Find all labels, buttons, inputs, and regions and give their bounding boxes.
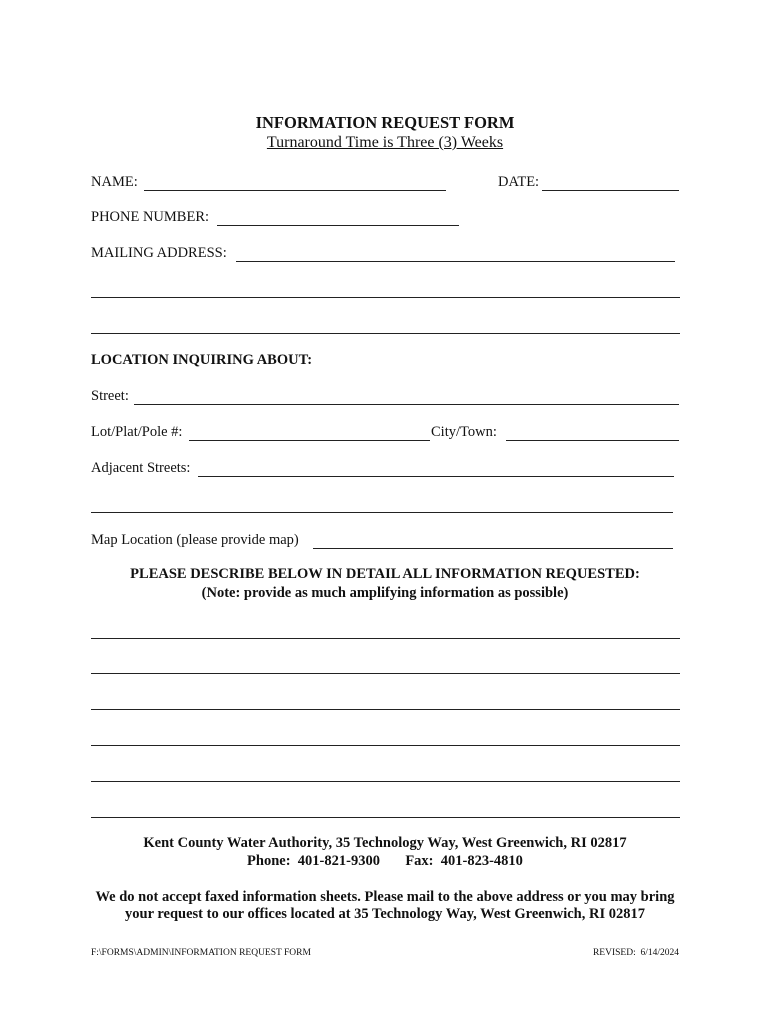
map-location-field[interactable] xyxy=(313,548,673,549)
mailing-address-line-3[interactable] xyxy=(91,333,680,334)
map-location-label: Map Location (please provide map) xyxy=(91,532,299,548)
lot-plat-pole-label: Lot/Plat/Pole #: xyxy=(91,424,183,440)
city-town-label: City/Town: xyxy=(431,424,497,440)
form-title: INFORMATION REQUEST FORM xyxy=(255,113,515,132)
phone-label: PHONE NUMBER: xyxy=(91,209,210,225)
mailing-address-field[interactable] xyxy=(236,261,675,262)
describe-heading: PLEASE DESCRIBE BELOW IN DETAIL ALL INFORMATION REQUESTED: xyxy=(130,566,640,582)
location-heading: LOCATION INQUIRING ABOUT: xyxy=(91,352,313,368)
lot-plat-pole-field[interactable] xyxy=(189,440,430,441)
description-line-6[interactable] xyxy=(91,817,680,818)
street-field[interactable] xyxy=(134,404,679,405)
mailing-address-label: MAILING ADDRESS: xyxy=(91,245,227,261)
adjacent-streets-field[interactable] xyxy=(198,476,674,477)
adjacent-streets-label: Adjacent Streets: xyxy=(91,460,191,476)
notice-line-2: your request to our offices located at 35 Technology Way, West Greenwich, RI 02817 xyxy=(125,906,645,922)
description-line-2[interactable] xyxy=(91,673,680,674)
adjacent-streets-line-2[interactable] xyxy=(91,512,673,513)
footer-revised-date: REVISED: 6/14/2024 xyxy=(592,948,679,958)
description-line-1[interactable] xyxy=(91,638,680,639)
street-label: Street: xyxy=(91,388,129,404)
contact-address: Kent County Water Authority, 35 Technology Way, West Greenwich, RI 02817 xyxy=(143,835,627,851)
turnaround-subtitle: Turnaround Time is Three (3) Weeks xyxy=(266,134,504,151)
contact-phone-fax: Phone: 401-821-9300 Fax: 401-823-4810 xyxy=(247,853,523,869)
name-label: NAME: xyxy=(91,174,138,190)
notice-line-1: We do not accept faxed information sheets. Please mail to the above address or you may bring xyxy=(95,889,675,905)
describe-note: (Note: provide as much amplifying information as possible) xyxy=(201,585,569,601)
phone-field[interactable] xyxy=(217,225,459,226)
date-field[interactable] xyxy=(542,190,679,191)
footer-file-path: F:\FORMS\ADMIN\INFORMATION REQUEST FORM xyxy=(91,948,311,958)
mailing-address-line-2[interactable] xyxy=(91,297,680,298)
description-line-4[interactable] xyxy=(91,745,680,746)
description-line-3[interactable] xyxy=(91,709,680,710)
description-line-5[interactable] xyxy=(91,781,680,782)
name-field[interactable] xyxy=(144,190,446,191)
date-label: DATE: xyxy=(498,174,540,190)
city-town-field[interactable] xyxy=(506,440,679,441)
